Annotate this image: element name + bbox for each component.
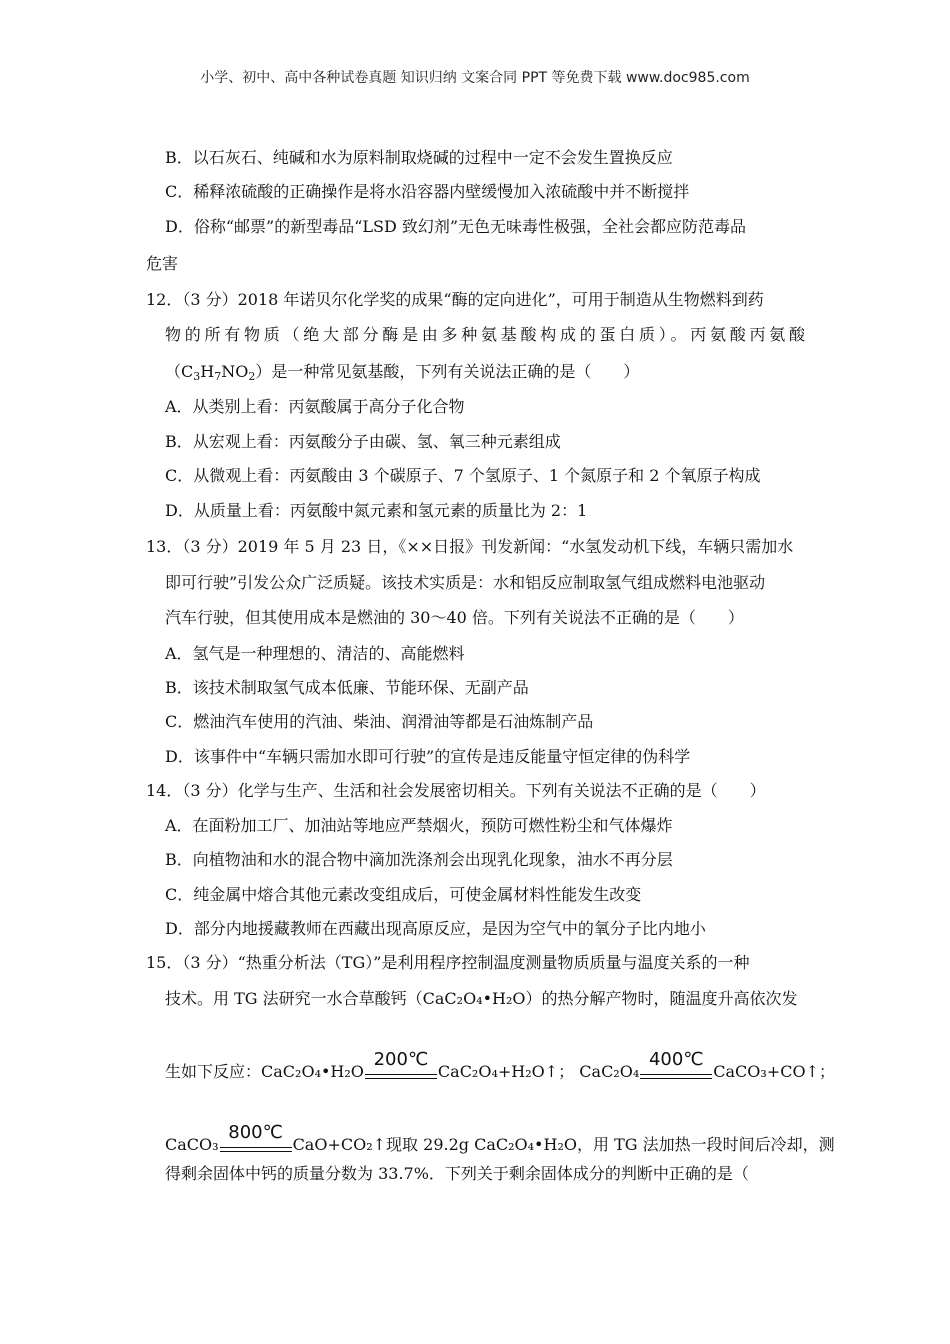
q12-option-a: A．从类别上看：丙氨酸属于高分子化合物 <box>165 397 465 416</box>
q13-option-a: A．氢气是一种理想的、清洁的、高能燃料 <box>165 644 465 663</box>
q15-reaction-line <box>165 1049 835 1083</box>
q11-option-d: D．俗称“邮票”的新型毒品“LSD 致幻剂”无色无味毒性极强，全社会都应防范毒品 <box>165 217 747 236</box>
q13-stem-line2: 即可行驶”引发公众广泛质疑。该技术实质是：水和铝反应制取氢气组成燃料电池驱动 <box>165 573 766 592</box>
reaction1-reactant: CaC₂O₄•H₂O <box>261 1062 364 1081</box>
reaction1-products: CaC₂O₄+H₂O↑； <box>437 1062 575 1081</box>
subscript: 2 <box>248 370 256 383</box>
temp-400: 400℃ <box>648 1049 704 1070</box>
q14-option-b: B．向植物油和水的混合物中滴加洗涤剂会出现乳化现象，油水不再分层 <box>165 850 673 869</box>
q13-option-b: B．该技术制取氢气成本低廉、节能环保、无副产品 <box>165 678 529 697</box>
temp-800: 800℃ <box>228 1122 283 1143</box>
q13-option-c: C．燃油汽车使用的汽油、柴油、润滑油等都是石油炼制产品 <box>165 712 594 731</box>
subscript: 3 <box>193 370 201 383</box>
q14-option-c: C．纯金属中熔合其他元素改变组成后，可使金属材料性能发生改变 <box>165 885 642 904</box>
subscript: 7 <box>214 370 222 383</box>
q15-stem-line5: 得剩余固体中钙的质量分数为 33.7%．下列关于剩余固体成分的判断中正确的是（ <box>165 1164 749 1183</box>
q15-stem-line2: 技术。用 TG 法研究一水合草酸钙（CaC₂O₄•H₂O）的热分解产物时，随温度升高依次发 <box>165 989 798 1008</box>
q13-stem-line3: 汽车行驶，但其使用成本是燃油的 30～40 倍。下列有关说法不正确的是（ ） <box>165 608 744 627</box>
q13-stem-line1: 13．（3 分）2019 年 5 月 23 日，《××日报》刊发新闻：“水氢发动机下线，车辆只需加水 <box>146 537 794 556</box>
q11-option-d-cont: 危害 <box>146 254 179 273</box>
reaction3-reactant: CaCO₃ <box>165 1135 219 1154</box>
formula-part: H <box>200 362 215 381</box>
q12-stem-line3 <box>165 361 639 383</box>
q14-option-d: D．部分内地援藏教师在西藏出现高原反应，是因为空气中的氧分子比内地小 <box>165 919 706 938</box>
q15-stem-line1: 15．（3 分）“热重分析法（TG）”是利用程序控制温度测量物质质量与温度关系的一种 <box>146 953 750 972</box>
reaction2-condition <box>640 1049 712 1081</box>
q11-option-b: B．以石灰石、纯碱和水为原料制取烧碱的过程中一定不会发生置换反应 <box>165 148 673 167</box>
reaction1-condition <box>365 1049 437 1081</box>
reaction2-reactant: CaC₂O₄ <box>579 1062 640 1081</box>
q12-stem-line2: 物的所有物质（绝大部分酶是由多种氨基酸构成的蛋白质）。丙氨酸丙氨酸 <box>165 325 805 344</box>
q13-option-d: D．该事件中“车辆只需加水即可行驶”的宣传是违反能量守恒定律的伪科学 <box>165 747 691 766</box>
page-header: 小学、初中、高中各种试卷真题 知识归纳 文案合同 PPT 等免费下载 www.doc985.com <box>200 70 750 86</box>
q12-stem-line1: 12．（3 分）2018 年诺贝尔化学奖的成果“酶的定向进化”，可用于制造从生物燃料到药 <box>146 290 764 309</box>
reaction-prefix: 生如下反应： <box>165 1062 262 1081</box>
q12-option-b: B．从宏观上看：丙氨酸分子由碳、氢、氧三种元素组成 <box>165 432 561 451</box>
q11-option-c: C．稀释浓硫酸的正确操作是将水沿容器内壁缓慢加入浓硫酸中并不断搅拌 <box>165 182 690 201</box>
formula-part: （C <box>165 362 194 381</box>
q14-stem: 14．（3 分）化学与生产、生活和社会发展密切相关。下列有关说法不正确的是（ ） <box>146 781 766 800</box>
q15-reaction3-line <box>165 1122 835 1156</box>
reaction2-products: CaCO₃+CO↑； <box>713 1062 835 1081</box>
reaction3-products: CaO+CO₂↑现取 29.2g CaC₂O₄•H₂O，用 TG 法加热一段时间后冷却，测 <box>292 1135 835 1154</box>
stem-tail: ）是一种常见氨基酸，下列有关说法正确的是（ ） <box>255 362 640 381</box>
reaction3-condition <box>220 1122 292 1154</box>
q14-option-a: A．在面粉加工厂、加油站等地应严禁烟火，预防可燃性粉尘和气体爆炸 <box>165 816 673 835</box>
formula-part: NO <box>221 362 249 381</box>
q12-option-d: D．从质量上看：丙氨酸中氮元素和氢元素的质量比为 2：1 <box>165 501 588 520</box>
temp-200: 200℃ <box>373 1049 429 1070</box>
q12-option-c: C．从微观上看：丙氨酸由 3 个碳原子、7 个氢原子、1 个氮原子和 2 个氧原子构成 <box>165 466 761 485</box>
